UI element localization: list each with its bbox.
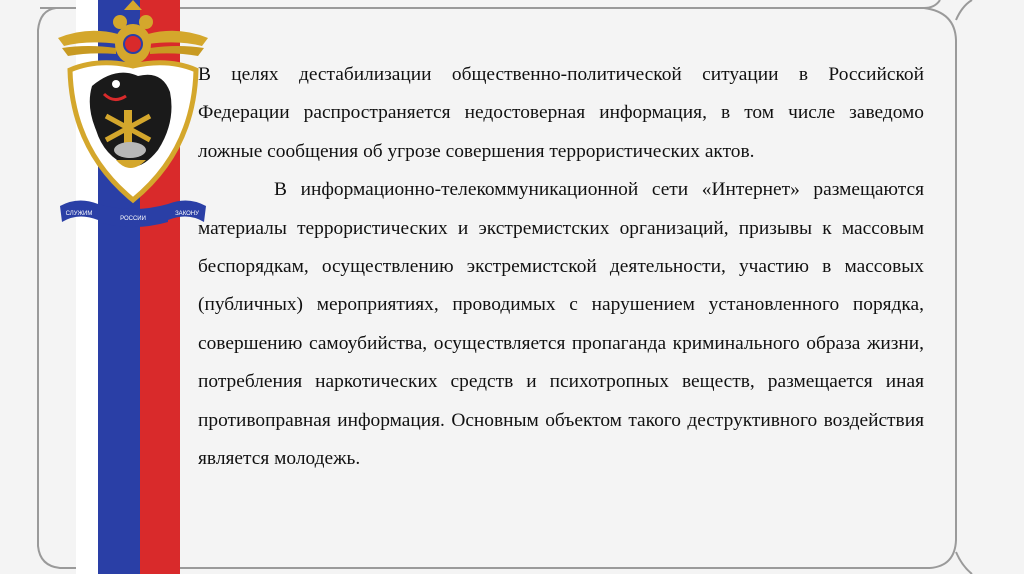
police-emblem — [58, 0, 208, 236]
ribbon-text-left: СЛУЖИМ — [65, 211, 93, 217]
ribbon-text-center: РОССИИ — [120, 216, 146, 222]
paragraph-1: В целях дестабилизации общественно-политической ситуации в Российской Федерации распространяется недостоверная информация, в том числе заведомо ложные сообщения об угрозе совершения террористических актов. — [198, 64, 924, 162]
motto-ribbon — [60, 200, 206, 227]
ribbon-text-right: ЗАКОНУ — [175, 211, 199, 217]
shield-icon — [70, 63, 196, 200]
paragraph-2: В информационно-телекоммуникационной сети «Интернет» размещаются материалы террористических и экстремистских организаций, призывы к массовым беспорядкам, осуществлению экстремистской деятельности, участию в массовых (публичных) мероприятиях, проводимых с нарушением установленного порядка, совершению самоубийства, осуществляется пропаганда криминального образа жизни, потребления наркотических средств и психотропных веществ, размещается иная противоправная информация. Основным объектом такого деструктивного воздействия является молодежь. — [198, 179, 924, 470]
eagle-icon — [58, 0, 208, 64]
slide-body-text — [198, 56, 924, 478]
